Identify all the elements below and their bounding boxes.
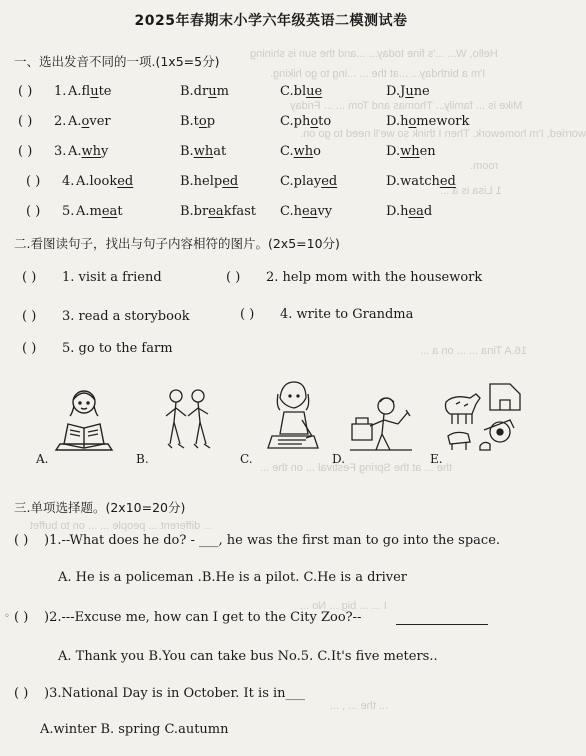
option-d[interactable] — [386, 114, 469, 129]
option-text: te — [98, 84, 112, 99]
option-text: D. — [386, 144, 401, 159]
option-text: A.look — [76, 174, 118, 189]
bleed-through-text: 16.A Tina ... ... on a ... — [420, 345, 528, 357]
answer-blank[interactable]: ( ) — [22, 270, 37, 285]
question-3-options: A.winter B. spring C.autumn — [40, 722, 229, 737]
option-d[interactable] — [386, 204, 432, 219]
underlined-letters: ed — [439, 174, 456, 189]
option-b[interactable] — [180, 144, 226, 159]
picture-helping-housework — [348, 390, 414, 454]
section2-item: 3. read a storybook — [62, 309, 190, 324]
option-text: to — [318, 114, 332, 129]
bleed-through-text: Hello, W... ...'s fine today... ...and the sun is shining — [250, 48, 498, 60]
answer-blank[interactable]: ( ) — [226, 270, 241, 285]
option-c[interactable] — [280, 204, 332, 219]
option-text: A.m — [76, 204, 102, 219]
option-text: d — [423, 204, 433, 219]
option-text: en — [419, 144, 436, 159]
question-2-answer-line — [396, 624, 488, 625]
picture-reading-child — [50, 384, 120, 454]
option-text: ne — [413, 84, 430, 99]
underlined-letters: o — [408, 114, 417, 129]
option-b[interactable] — [180, 114, 215, 129]
option-text: B.dr — [180, 84, 209, 99]
section2-item: 4. write to Grandma — [280, 307, 414, 322]
option-text: B. — [180, 144, 194, 159]
option-text: t — [117, 204, 123, 219]
page-title: 2025年春期末小学六年级英语二模测试卷 — [134, 13, 408, 29]
question-1-stem: )1.--What does he do? - ___, he was the first man to go into the space. — [44, 533, 501, 548]
underlined-letters: wh — [193, 144, 214, 159]
option-text: o — [313, 144, 321, 159]
option-b[interactable] — [180, 174, 238, 189]
option-a[interactable] — [76, 204, 123, 219]
option-text: B.t — [180, 114, 199, 129]
bleed-through-text: 1 Lisa is a ... — [440, 185, 502, 197]
underlined-letters: wh — [293, 144, 314, 159]
bleed-through-text: ... different ... people ... ... on to buffet — [30, 520, 213, 532]
option-text: D.watch — [386, 174, 440, 189]
underlined-letters: ue — [306, 84, 323, 99]
underlined-letters: ea — [101, 204, 118, 219]
option-d[interactable] — [386, 174, 456, 189]
answer-blank[interactable]: ( ) — [18, 84, 33, 99]
answer-blank[interactable]: ( ) — [14, 686, 29, 701]
section3-heading: 三.单项选择题。(2x10=20分) — [14, 500, 186, 515]
answer-blank[interactable]: ( ) — [14, 533, 29, 548]
answer-blank[interactable]: ( ) — [26, 204, 41, 219]
option-text: C.bl — [280, 84, 307, 99]
question-3-stem: )3.National Day is in October. It is in___ — [44, 686, 306, 701]
option-d[interactable] — [386, 84, 430, 99]
underlined-letters: ea — [302, 204, 318, 219]
answer-blank[interactable]: ( ) — [18, 144, 33, 159]
picture-label: B. — [136, 452, 149, 466]
underlined-letters: ea — [208, 204, 224, 219]
question-1-options: A. He is a policeman .B.He is a pilot. C.He is a driver — [58, 570, 408, 585]
option-a[interactable] — [68, 84, 112, 99]
bleed-through-text: ... the ... , ... — [330, 700, 389, 712]
option-d[interactable] — [386, 144, 436, 159]
underlined-letters: ed — [117, 174, 134, 189]
section1-heading: 一、选出发音不同的一项.(1x5=5分) — [14, 54, 220, 69]
section2-heading: 二.看图读句子，找出与句子内容相符的图片。(2x5=10分) — [14, 236, 340, 251]
option-a[interactable] — [76, 174, 133, 189]
option-text: B.help — [180, 174, 223, 189]
option-c[interactable] — [280, 84, 322, 99]
bleed-through-text: worried, I'm homework. Then I think so we'll need to go on. — [300, 128, 586, 140]
option-text: at — [213, 144, 227, 159]
option-text: C. — [280, 144, 294, 159]
option-text: y — [101, 144, 109, 159]
picture-label: E. — [430, 452, 443, 466]
option-text: ver — [89, 114, 111, 129]
underlined-letters: ea — [408, 204, 424, 219]
section2-item: 5. go to the farm — [62, 341, 173, 356]
question-number: 2. — [54, 114, 67, 129]
option-a[interactable] — [68, 114, 111, 129]
answer-blank[interactable]: ( ) — [22, 309, 37, 324]
margin-mark: ◦ — [4, 611, 10, 622]
section2-item: 1. visit a friend — [62, 270, 162, 285]
underlined-letters: o — [310, 114, 319, 129]
option-c[interactable] — [280, 114, 331, 129]
underlined-letters: o — [198, 114, 207, 129]
option-text: p — [206, 114, 216, 129]
option-text: m — [216, 84, 229, 99]
option-text: B.br — [180, 204, 209, 219]
option-a[interactable] — [68, 144, 108, 159]
question-number: 4. — [62, 174, 75, 189]
option-text: A. — [68, 144, 82, 159]
picture-label: C. — [240, 452, 253, 466]
answer-blank[interactable]: ( ) — [240, 307, 255, 322]
option-c[interactable] — [280, 144, 321, 159]
underlined-letters: wh — [81, 144, 102, 159]
question-number: 3. — [54, 144, 67, 159]
bleed-through-text: Mike is ... family... Thomas and Tom ... ... Friday — [290, 100, 523, 112]
option-text: kfast — [223, 204, 257, 219]
option-b[interactable] — [180, 84, 229, 99]
option-text: C.play — [280, 174, 322, 189]
underlined-letters: u — [208, 84, 217, 99]
question-2-options: A. Thank you B.You can take bus No.5. C.It's five meters.. — [58, 649, 438, 664]
underlined-letters: ed — [321, 174, 338, 189]
option-b[interactable] — [180, 204, 256, 219]
answer-blank[interactable]: ( ) — [26, 174, 41, 189]
bleed-through-text: I ... ... big ... No ... — [300, 600, 387, 612]
option-text: A.fl — [68, 84, 91, 99]
underlined-letters: u — [90, 84, 99, 99]
underlined-letters: o — [81, 114, 90, 129]
bleed-through-text: the ... at the Spring Festival ... on the ... — [260, 462, 452, 474]
option-text: mework — [416, 114, 470, 129]
option-text: A. — [68, 114, 82, 129]
answer-blank[interactable]: ( ) — [18, 114, 33, 129]
underlined-letters: u — [405, 84, 414, 99]
question-number: 1. — [54, 84, 67, 99]
picture-label: D. — [332, 452, 346, 466]
bleed-through-text: I'm a birthday... ...at the ... ...ing to go hiking. — [270, 68, 486, 80]
option-text: D.h — [386, 114, 409, 129]
option-c[interactable] — [280, 174, 337, 189]
option-text: C.h — [280, 204, 302, 219]
picture-writing-letter — [262, 376, 322, 452]
section2-item: 2. help mom with the housework — [266, 270, 483, 285]
option-text: C.ph — [280, 114, 311, 129]
picture-visiting-friends — [156, 386, 218, 452]
option-text: vy — [317, 204, 333, 219]
option-text: D.J — [386, 84, 406, 99]
option-text: D.h — [386, 204, 409, 219]
question-2-stem: )2.---Excuse me, how can I get to the City Zoo?-- — [44, 610, 362, 625]
bleed-through-text: room. — [470, 160, 499, 172]
question-number: 5. — [62, 204, 75, 219]
underlined-letters: ed — [222, 174, 239, 189]
answer-blank[interactable]: ( ) — [14, 610, 29, 625]
underlined-letters: wh — [400, 144, 420, 159]
answer-blank[interactable]: ( ) — [22, 341, 37, 356]
picture-farm-animals — [440, 380, 524, 454]
picture-label: A. — [36, 452, 49, 466]
